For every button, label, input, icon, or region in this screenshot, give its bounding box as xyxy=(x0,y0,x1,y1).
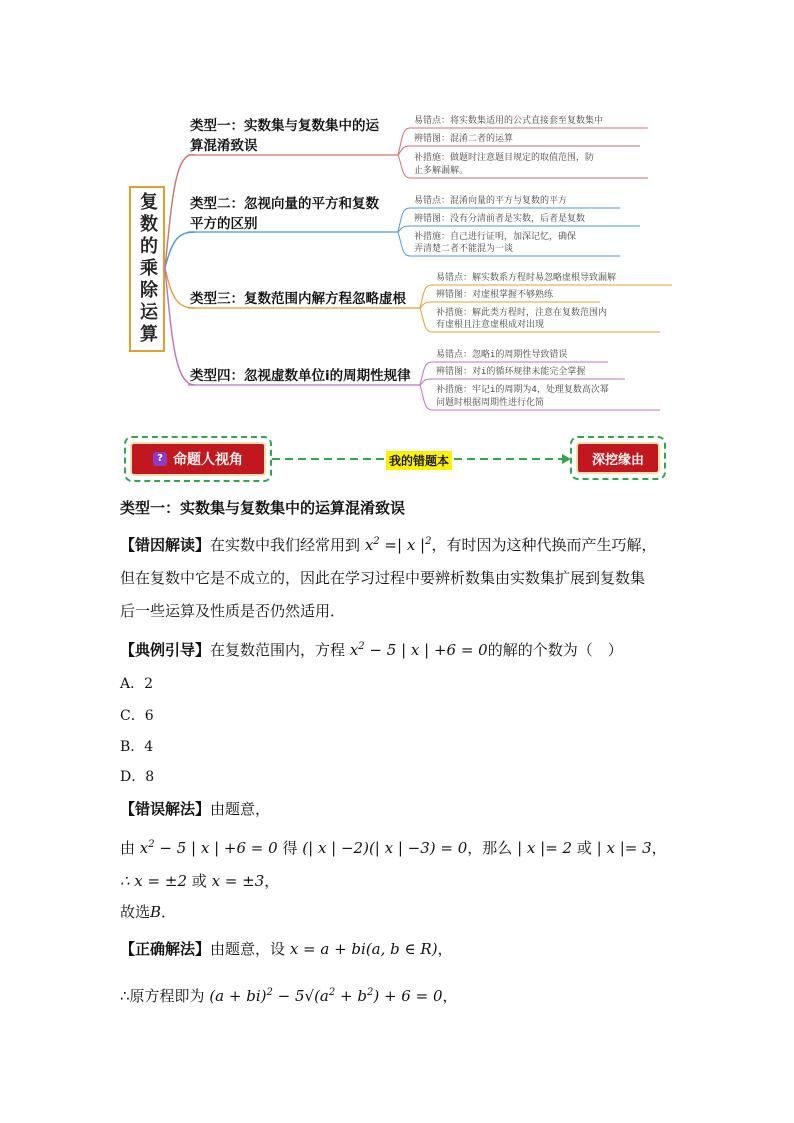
type1-title xyxy=(190,116,400,156)
type3-title-line1: 类型三：复数范围内解方程忽略虚根 xyxy=(190,291,406,307)
cuowu-line1-c: ，那么 xyxy=(467,839,513,857)
cuowu-line1-a: 由 xyxy=(120,839,136,857)
formula-eq-2: $x^2 - 5$ | x | +6 = 0 xyxy=(139,839,278,857)
type2-note-2: 辨错图：没有分清前者是实数，后者是复数 xyxy=(414,214,586,224)
option-d[interactable]: D．8 xyxy=(120,769,155,785)
cuowu-line-3: 故选B． xyxy=(120,903,177,921)
type1-title-line1: 类型一：实数集与复数集中的运 xyxy=(190,118,379,134)
zhengque-line2-a: ∴原方程即为 xyxy=(120,987,205,1005)
formula-x-pm3: x = ±3 xyxy=(211,872,265,890)
zhengque-line-1: 【正确解法】由题意，设 x = a + bi(a, b ∈ R)， xyxy=(120,940,453,958)
type2-title-line1: 类型二：忽视向量的平方和复数 xyxy=(190,196,379,212)
type3-title xyxy=(190,289,430,309)
cuowu-line-0 xyxy=(120,798,270,820)
zhengque-tag: 【正确解法】 xyxy=(120,940,211,958)
cuowu-line-1: 由 $x^2 - 5$ | x | +6 = 0 得 (| x | −2)(| x | −3) = 0，那么 | x |= 2 或 | x |= 3， xyxy=(120,839,667,857)
type3-note-2: 辨错图：对虚根掌握不够熟练 xyxy=(436,290,554,300)
cuoyin-line-3: 后一些运算及性质是否仍然适用． xyxy=(120,602,346,620)
formula-abs-3: | x |= 3 xyxy=(596,839,652,857)
type1-title-line2: 算混淆致误 xyxy=(190,138,258,154)
mindmap-root-label: 复数的乘除运算 xyxy=(137,192,158,346)
type2-title xyxy=(190,194,400,234)
type2-note-3a: 补措施：自己进行证明，加深记忆，确保 xyxy=(414,232,577,242)
cuoyin-text-1a: 在实数中我们经常用到 xyxy=(210,536,361,554)
formula-equation: $x^2 - 5$ | x | +6 = 0 xyxy=(349,641,488,659)
type4-title-line1: 类型四：忽视虚数单位i的周期性规律 xyxy=(190,368,411,384)
option-b[interactable]: B．4 xyxy=(120,739,154,755)
cuoyin-text-1b: ，有时因为这种代换而产生巧解， xyxy=(431,536,657,554)
formula-original-eq: $(a + bi)^2 - 5√(a^2 + b^2) + 6 = 0$ xyxy=(209,987,443,1005)
type4-note-2: 辨错图：对i的循环规律未能完全掌握 xyxy=(436,367,586,377)
dianli-text-b: 的解的个数为（ ） xyxy=(487,641,623,659)
formula-factored: (| x | −2)(| x | −3) = 0 xyxy=(302,839,468,857)
cuowu-line-2: ∴ x = ±2 或 x = ±3， xyxy=(120,872,280,890)
formula-abs-2: | x |= 2 xyxy=(517,839,573,857)
question-icon: ? xyxy=(153,452,167,466)
type3-note-3a: 补措施：解此类方程时，注意在复数范围内 xyxy=(436,308,608,318)
banner-perspective-button[interactable] xyxy=(130,442,266,476)
cuowu-line2-or: 或 xyxy=(191,872,207,890)
type1-note-3a: 补措施：做题时注意题目规定的取值范围，防 xyxy=(414,153,595,163)
formula-x2-abs: $x^2$ =| x $|^2$ xyxy=(364,536,432,554)
cuoyin-line-1 xyxy=(120,531,657,556)
type4-note-1: 易错点：忽略i的周期性导致错误 xyxy=(436,350,568,360)
my-error-book-label: 我的错题本 xyxy=(386,451,452,470)
cuoyin-tag: 【错因解读】 xyxy=(120,536,211,554)
type2-note-1: 易错点：混淆向量的平方与复数的平方 xyxy=(414,196,568,206)
cuowu-line1-b: 得 xyxy=(282,839,298,857)
section-heading: 类型一：实数集与复数集中的运算混淆致误 xyxy=(120,499,406,517)
cuoyin-line-2: 但在复数中它是不成立的，因此在学习过程中要辨析数集由实数集扩展到复数集 xyxy=(120,569,646,587)
type2-title-line2: 平方的区别 xyxy=(190,216,258,232)
cuowu-text-a: 由题意， xyxy=(210,800,271,818)
banner-perspective-label: 命题人视角 xyxy=(173,452,243,468)
formula-x-abi: x = a + bi(a, b ∈ R) xyxy=(289,940,438,958)
cuowu-line1-d: 或 xyxy=(576,839,592,857)
zhengque-line-2: ∴原方程即为 $(a + bi)^2 - 5√(a^2 + b^2) + 6 = 0$， xyxy=(120,987,458,1005)
type1-note-1: 易错点：将实数集适用的公式直接套至复数集中 xyxy=(414,116,604,126)
dianli-line xyxy=(120,636,623,661)
dianli-tag: 【典例引导】 xyxy=(120,641,211,659)
cuowu-conclusion: 故选 xyxy=(120,903,151,921)
type3-note-3b: 有虚根且注意虚根成对出现 xyxy=(436,320,545,330)
dianli-text-a: 在复数范围内，方程 xyxy=(210,641,346,659)
option-a[interactable]: A．2 xyxy=(120,676,154,692)
option-c[interactable]: C．6 xyxy=(120,708,154,724)
type1-note-2: 辨错图：混淆二者的运算 xyxy=(414,134,514,144)
type3-note-1: 易错点：解实数系方程时易忽略虚根导致漏解 xyxy=(436,273,617,283)
zhengque-text-a: 由题意，设 xyxy=(210,940,286,958)
banner-dig-reasons-button[interactable] xyxy=(576,442,660,474)
banner-dig-reasons-label: 深挖缘由 xyxy=(591,452,644,468)
cuowu-choice: B xyxy=(150,903,162,921)
cuowu-tag: 【错误解法】 xyxy=(120,800,211,818)
formula-x-pm2: ∴ x = ±2 xyxy=(120,872,187,890)
type4-note-3a: 补措施：牢记i的周期为4，处理复数高次幂 xyxy=(436,385,609,395)
type2-note-3b: 弄清楚二者不能混为一谈 xyxy=(414,244,514,254)
type1-note-3b: 止多解漏解。 xyxy=(414,166,469,176)
type4-title xyxy=(190,366,430,386)
type4-note-3b: 问题时根据周期性进行化简 xyxy=(436,398,545,408)
